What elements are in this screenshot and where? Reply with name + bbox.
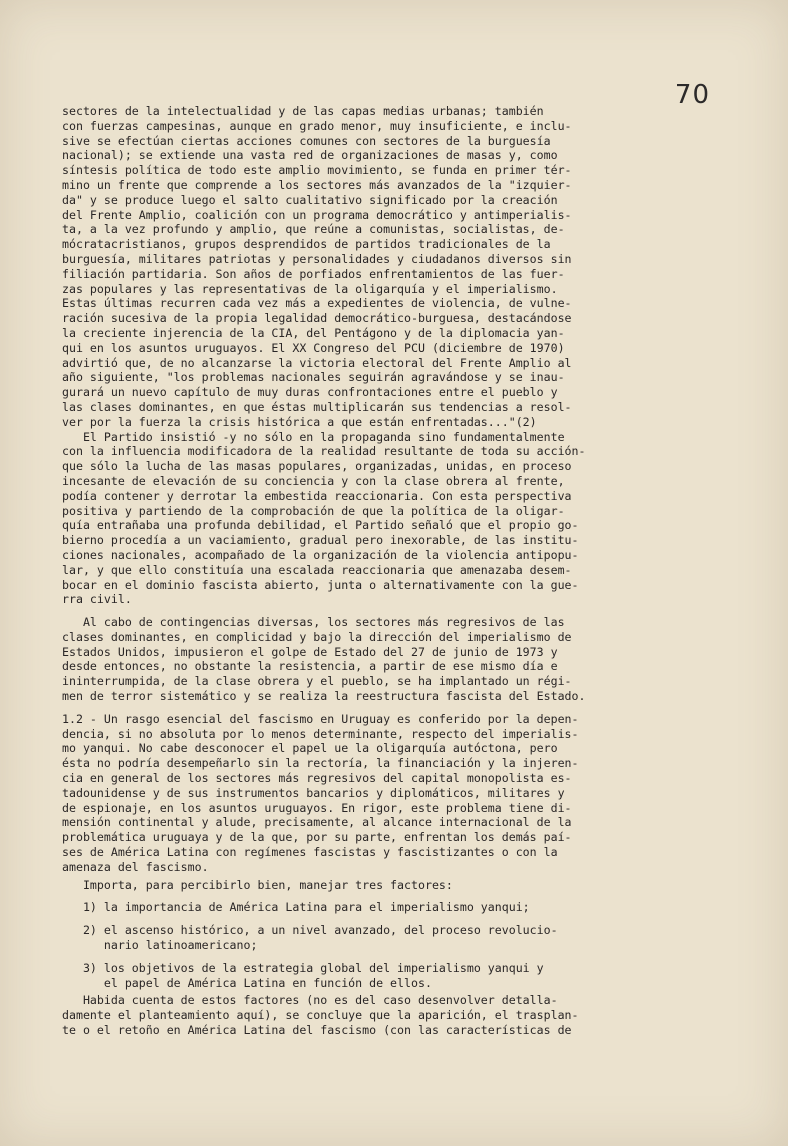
body-text: [62, 104, 722, 1038]
text-line: ininterrumpida, de la clase obrera y el pueblo, se ha implantado un régi-: [62, 674, 572, 689]
text-line: tadounidense y de sus instrumentos bancarios y diplomáticos, militares y: [62, 785, 565, 800]
text-line: lar, y que ello constituía una escalada reaccionaria que amenazaba desem-: [62, 562, 572, 577]
text-line: mócratacristianos, grupos desprendidos de partidos tradicionales de la: [62, 237, 551, 252]
text-line: 1) la importancia de América Latina para el imperialismo yanqui;: [62, 900, 530, 915]
text-line: amenaza del fascismo.: [62, 859, 209, 874]
paragraph: [62, 878, 722, 893]
text-line: mino un frente que comprende a los sectores más avanzados de la "izquier-: [62, 177, 572, 192]
list-item: [62, 900, 722, 915]
text-line: de espionaje, en los asuntos uruguayos. En rigor, este problema tiene di-: [62, 800, 572, 815]
text-line: del Frente Amplio, coalición con un programa democrático y antimperialis-: [62, 207, 572, 222]
text-line: ración sucesiva de la propia legalidad democrático-burguesa, destacándose: [62, 311, 572, 326]
text-line: Al cabo de contingencias diversas, los sectores más regresivos de las: [62, 615, 565, 630]
text-line: ciones nacionales, acompañado de la organización de la violencia antipopu-: [62, 547, 579, 562]
text-line: podía contener y derrotar la embestida reaccionaria. Con esta perspectiva: [62, 488, 572, 503]
paragraph: [62, 712, 722, 875]
paragraph-gap: [62, 915, 722, 923]
paragraph: [62, 430, 722, 608]
list-item: [62, 923, 722, 953]
text-line: men de terror sistemático y se realiza la reestructura fascista del Estado.: [62, 689, 586, 704]
text-line: Estas últimas recurren cada vez más a expedientes de violencia, de vulne-: [62, 296, 572, 311]
text-line: te o el retoño en América Latina del fascismo (con las características de: [62, 1023, 572, 1038]
text-line: con fuerzas campesinas, aunque en grado menor, muy insuficiente, e inclu-: [62, 118, 572, 133]
text-line: Habida cuenta de estos factores (no es del caso desenvolver detalla-: [62, 993, 558, 1008]
paragraph-gap: [62, 892, 722, 900]
text-line: clases dominantes, en complicidad y bajo la dirección del imperialismo de: [62, 629, 572, 644]
text-line: la creciente injerencia de la CIA, del Pentágono y de la diplomacia yan-: [62, 325, 565, 340]
paragraph: [62, 615, 722, 704]
text-line: que sólo la lucha de las masas populares, organizadas, unidas, en proceso: [62, 459, 572, 474]
text-line: advirtió que, de no alcanzarse la victoria electoral del Frente Amplio al: [62, 355, 572, 370]
paragraph-gap: [62, 607, 722, 615]
text-line: Importa, para percibirlo bien, manejar tres factores:: [62, 877, 453, 892]
text-line: rra civil.: [62, 592, 132, 607]
text-line: ésta no podría desempeñarlo sin la rectoría, la financiación y la injeren-: [62, 756, 579, 771]
text-line: ta, a la vez profundo y amplio, que reúne a comunistas, socialistas, de-: [62, 222, 565, 237]
text-line: mensión continental y alude, precisamente, al alcance internacional de la: [62, 815, 572, 830]
text-line: da" y se produce luego el salto cualitativo significado por la creación: [62, 192, 558, 207]
text-line: nario latinoamericano;: [62, 938, 258, 953]
text-line: quía entrañaba una profunda debilidad, el Partido señaló que el propio go-: [62, 518, 579, 533]
text-line: ver por la fuerza la crisis histórica a que están enfrentadas..."(2): [62, 414, 537, 429]
text-line: ses de América Latina con regímenes fascistas y fascistizantes o con la: [62, 845, 558, 860]
text-line: nacional); se extiende una vasta red de organizaciones de masas y, como: [62, 148, 558, 163]
text-line: 1.2 - Un rasgo esencial del fascismo en Uruguay es conferido por la depen-: [62, 711, 579, 726]
paragraph: [62, 993, 722, 1037]
list-item: [62, 961, 722, 991]
text-line: incesante de elevación de su conciencia y con la clase obrera al frente,: [62, 473, 565, 488]
text-line: sive se efectúan ciertas acciones comunes con sectores de la burguesía: [62, 133, 551, 148]
text-line: problemática uruguaya y de la que, por su parte, enfrentan los demás paí-: [62, 830, 572, 845]
text-line: el papel de América Latina en función de ellos.: [62, 975, 432, 990]
text-line: burguesía, militares patriotas y personalidades y ciudadanos diversos sin: [62, 251, 572, 266]
text-line: bocar en el dominio fascista abierto, junta o alternativamente con la gue-: [62, 577, 579, 592]
paragraph-gap: [62, 953, 722, 961]
text-line: las clases dominantes, en que éstas multiplicarán sus tendencias a resol-: [62, 399, 572, 414]
page-number: 70: [674, 80, 710, 110]
text-line: con la influencia modificadora de la realidad resultante de toda su acción-: [62, 444, 586, 459]
text-line: filiación partidaria. Son años de porfiados enfrentamientos de las fuer-: [62, 266, 565, 281]
text-line: qui en los asuntos uruguayos. El XX Congreso del PCU (diciembre de 1970): [62, 340, 565, 355]
text-line: año siguiente, "los problemas nacionales seguirán agravándose y se inau-: [62, 370, 565, 385]
text-line: damente el planteamiento aquí), se concluye que la aparición, el trasplan-: [62, 1008, 579, 1023]
text-line: sectores de la intelectualidad y de las capas medias urbanas; también: [62, 104, 544, 118]
text-line: bierno procedía a un vaciamiento, gradual pero inexorable, de las institu-: [62, 533, 579, 548]
paragraph: [62, 104, 722, 430]
text-line: zas populares y las representativas de la oligarquía y el imperialismo.: [62, 281, 558, 296]
text-line: mo yanqui. No cabe desconocer el papel ue la oligarquía autóctona, pero: [62, 741, 558, 756]
text-line: 3) los objetivos de la estrategia global del imperialismo yanqui y: [62, 960, 544, 975]
text-line: positiva y partiendo de la comprobación de que la política de la oligar-: [62, 503, 565, 518]
text-line: 2) el ascenso histórico, a un nivel avanzado, del proceso revolucio-: [62, 923, 558, 938]
text-line: gurará un nuevo capítulo de muy duras confrontaciones entre el pueblo y: [62, 385, 558, 400]
text-line: dencia, si no absoluta por lo menos determinante, respecto del imperialis-: [62, 726, 579, 741]
text-line: Estados Unidos, impusieron el golpe de Estado del 27 de junio de 1973 y: [62, 644, 558, 659]
paragraph-gap: [62, 704, 722, 712]
text-line: desde entonces, no obstante la resistencia, a partir de ese mismo día e: [62, 659, 558, 674]
text-line: El Partido insistió -y no sólo en la propaganda sino fundamentalmente: [62, 429, 565, 444]
text-line: síntesis política de todo este amplio movimiento, se funda en primer tér-: [62, 163, 572, 178]
text-line: cia en general de los sectores más regresivos del capital monopolista es-: [62, 771, 572, 786]
